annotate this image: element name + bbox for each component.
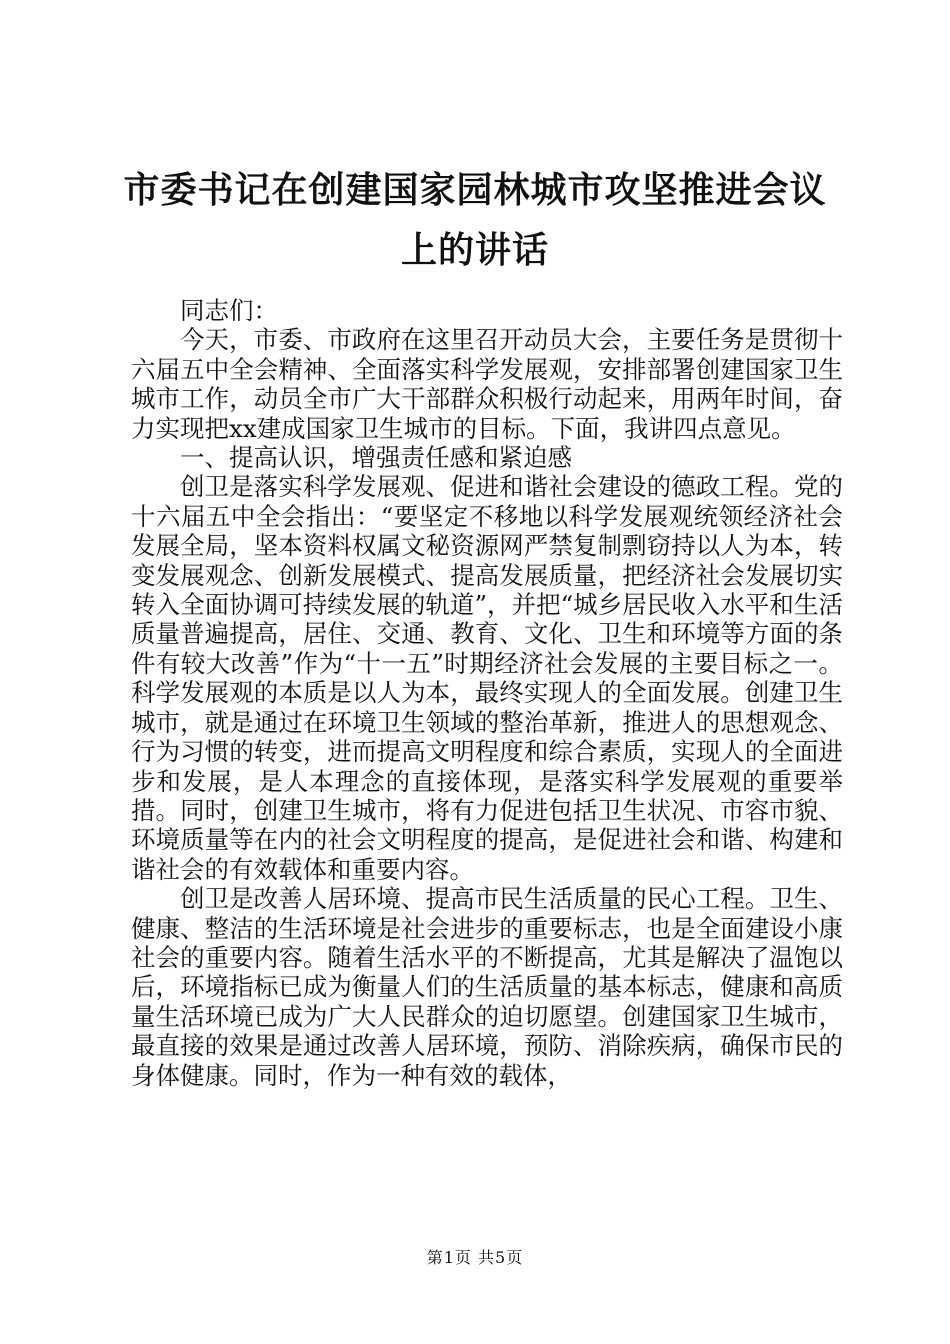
paragraph: 创卫是改善人居环境、提高市民生活质量的民心工程。卫生、健康、整洁的生活环境是社会进步的重要标志，也是全面建设小康社会的重要内容。随着生活水平的不断提高，尤其是解决了温饱以后，环境指标已成为衡量人们的生活质量的基本标志，健康和高质量生活环境已成为广大人民群众的迫切愿望。创建国家卫生城市，最直接的效果是通过改善人居环境，预防、消除疾病，确保市民的身体健康。同时，作为一种有效的载体， [131, 884, 843, 1090]
page-title: 市委书记在创建国家园林城市攻坚推进会议上的讲话 [123, 169, 827, 271]
paragraph: 创卫是落实科学发展观、促进和谐社会建设的德政工程。党的十六届五中全会指出：“要坚定不移地以科学发展观统领经济社会发展全局，坚本资料权属文秘资源网严禁复制剽窃持以人为本，转变发展观念、创新发展模式、提高发展质量，把经济社会发展切实转入全面协调可持续发展的轨道”，并把“城乡居民收入水平和生活质量普遍提高，居住、交通、教育、文化、卫生和环境等方面的条件有较大改善”作为“十一五”时期经济社会发展的主要目标之一。科学发展观的本质是以人为本，最终实现人的全面发展。创建卫生城市，就是通过在环境卫生领域的整治革新，推进人的思想观念、行为习惯的转变，进而提高文明程度和综合素质，实现人的全面进步和发展，是人本理念的直接体现，是落实科学发展观的重要举措。同时，创建卫生城市，将有力促进包括卫生状况、市容市貌、环境质量等在内的社会文明程度的提高，是促进社会和谐、构建和谐社会的有效载体和重要内容。 [131, 472, 843, 884]
section-heading: 一、提高认识，增强责任感和紧迫感 [180, 443, 572, 473]
page-footer: 第1页 共5页 [426, 1248, 524, 1267]
document-body [131, 296, 843, 1090]
salutation: 同志们： [180, 296, 278, 325]
paragraph: 今天，市委、市政府在这里召开动员大会，主要任务是贯彻十六届五中全会精神、全面落实科学发展观，安排部署创建国家卫生城市工作，动员全市广大干部群众积极行动起来，用两年时间，奋力实现把xx建成国家卫生城市的目标。下面，我讲四点意见。 [131, 325, 843, 443]
